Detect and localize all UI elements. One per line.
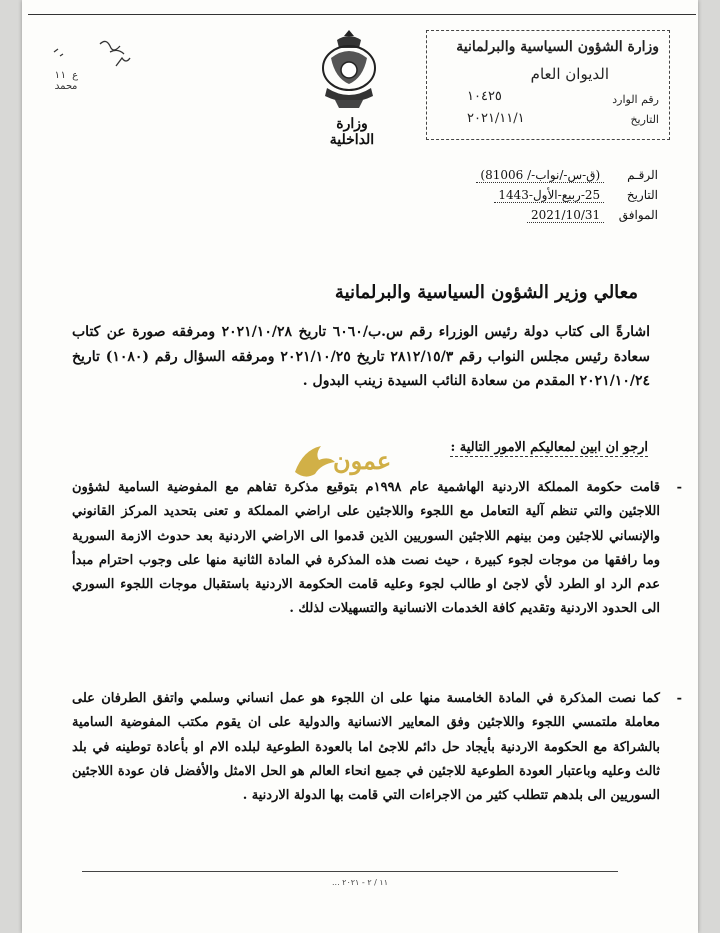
- incoming-stamp: [426, 30, 670, 140]
- addressee-heading: معالي وزير الشؤون السياسية والبرلمانية: [334, 282, 638, 303]
- hijri-date-value: 25-ربيع-الأول-1443: [494, 188, 604, 203]
- gregorian-date-row: [476, 205, 658, 225]
- top-rule: [28, 14, 696, 15]
- sender-ministry-label: وزارة الداخلية: [329, 116, 375, 148]
- gregorian-date-label: الموافق: [618, 208, 658, 222]
- footer-rule: [82, 871, 618, 872]
- reference-block: [476, 165, 658, 225]
- hijri-date-label: التاريخ: [626, 188, 658, 202]
- handwritten-notes-text: ع ١١ محمد: [54, 70, 79, 92]
- document-page: [22, 0, 698, 933]
- bullet-paragraph: [72, 476, 682, 622]
- footer-text: ١١ / ٢ - ٢٠٢١ ...: [331, 878, 388, 887]
- stamp-incoming-value: ١٠٤٢٥: [467, 89, 502, 104]
- gregorian-date-value: 2021/10/31: [527, 208, 604, 223]
- stamp-office: الديوان العام: [530, 65, 609, 83]
- reference-value: (ق-س-/نواب-/ 81006): [476, 168, 604, 183]
- jordan-coat-of-arms-emblem: [317, 28, 381, 114]
- bullet-dash: -: [676, 691, 682, 706]
- bullet-paragraph: [72, 687, 682, 808]
- bullet-text: قامت حكومة المملكة الاردنية الهاشمية عام ١٩٩٨م بتوقيع مذكرة تفاهم مع المفوضية السامية لشؤون اللاجئين والتي تنظم آلية التعامل مع اللجوء واللاجئين على اراضي المملكة و تعنى بتحديد المركز القانوني والإنساني للاجئين ومن بينهم اللاجئين السوريين الذين قدموا الى الاراضي الاردنية بعد حدوث الازمة السورية وما رافقها من موجات لجوء كبيرة ، حيث نصت هذه المذكرة في المادة الثانية منها على وجوب احترام مبدأ عدم الرد او الطرد لأي لاجئ او طالب لجوء وعليه قامت الحكومة الاردنية باستقبال موجات اللجوء السوري الى الحدود الاردنية وتقديم كافة الخدمات الانسانية والتسهيلات لذلك .: [72, 480, 660, 617]
- stamp-ministry: وزارة الشؤون السياسية والبرلمانية: [456, 39, 659, 55]
- watermark-text: عمون: [333, 446, 392, 475]
- hijri-date-row: [476, 185, 658, 205]
- reference-row: [476, 165, 658, 185]
- stamp-date-value: ٢٠٢١/١١/١: [467, 111, 525, 126]
- stamp-incoming-label: رقم الوارد: [612, 93, 659, 106]
- stamp-date-label: التاريخ: [630, 113, 659, 126]
- handwritten-notes: [40, 30, 150, 110]
- bullet-text: كما نصت المذكرة في المادة الخامسة منها على ان اللجوء هو عمل انساني وسلمي واتفق الطرفان على معاملة ملتمسي اللجوء واللاجئين وفق المعايير الانسانية والدولية على ان يقوم مكتب المفوضية السامية بالشراكة مع الحكومة الاردنية بأيجاد حل دائم للاجئ اما بالعودة الطوعية لبلده الام او بأعادة توطينه في بلد ثالث وعليه وباعتبار العودة الطوعية للاجئين في جميع انحاء العالم هو الحل الامثل والأفضل فان عودة اللاجئين السوريين الى بلدهم تتطلب كثير من الاجراءات التي قامت بها الدولة الاردنية .: [72, 691, 660, 804]
- reference-label: الرقـم: [627, 168, 658, 182]
- request-line: ارجو ان ابين لمعاليكم الامور التالية :: [450, 440, 648, 455]
- bullet-dash: -: [676, 480, 682, 495]
- intro-paragraph: اشارةً الى كتاب دولة رئيس الوزراء رقم س.ب/٦٠٦٠ تاريخ ٢٠٢١/١٠/٢٨ ومرفقه صورة عن كتاب سعادة رئيس مجلس النواب رقم ٢٨١٢/١٥/٣ تاريخ ٢٠٢١/١٠/٢٥ ومرفقه السؤال رقم (١٠٨٠) تاريخ ٢٠٢١/١٠/٢٤ المقدم من سعادة النائب السيدة زينب البدول .: [72, 324, 651, 389]
